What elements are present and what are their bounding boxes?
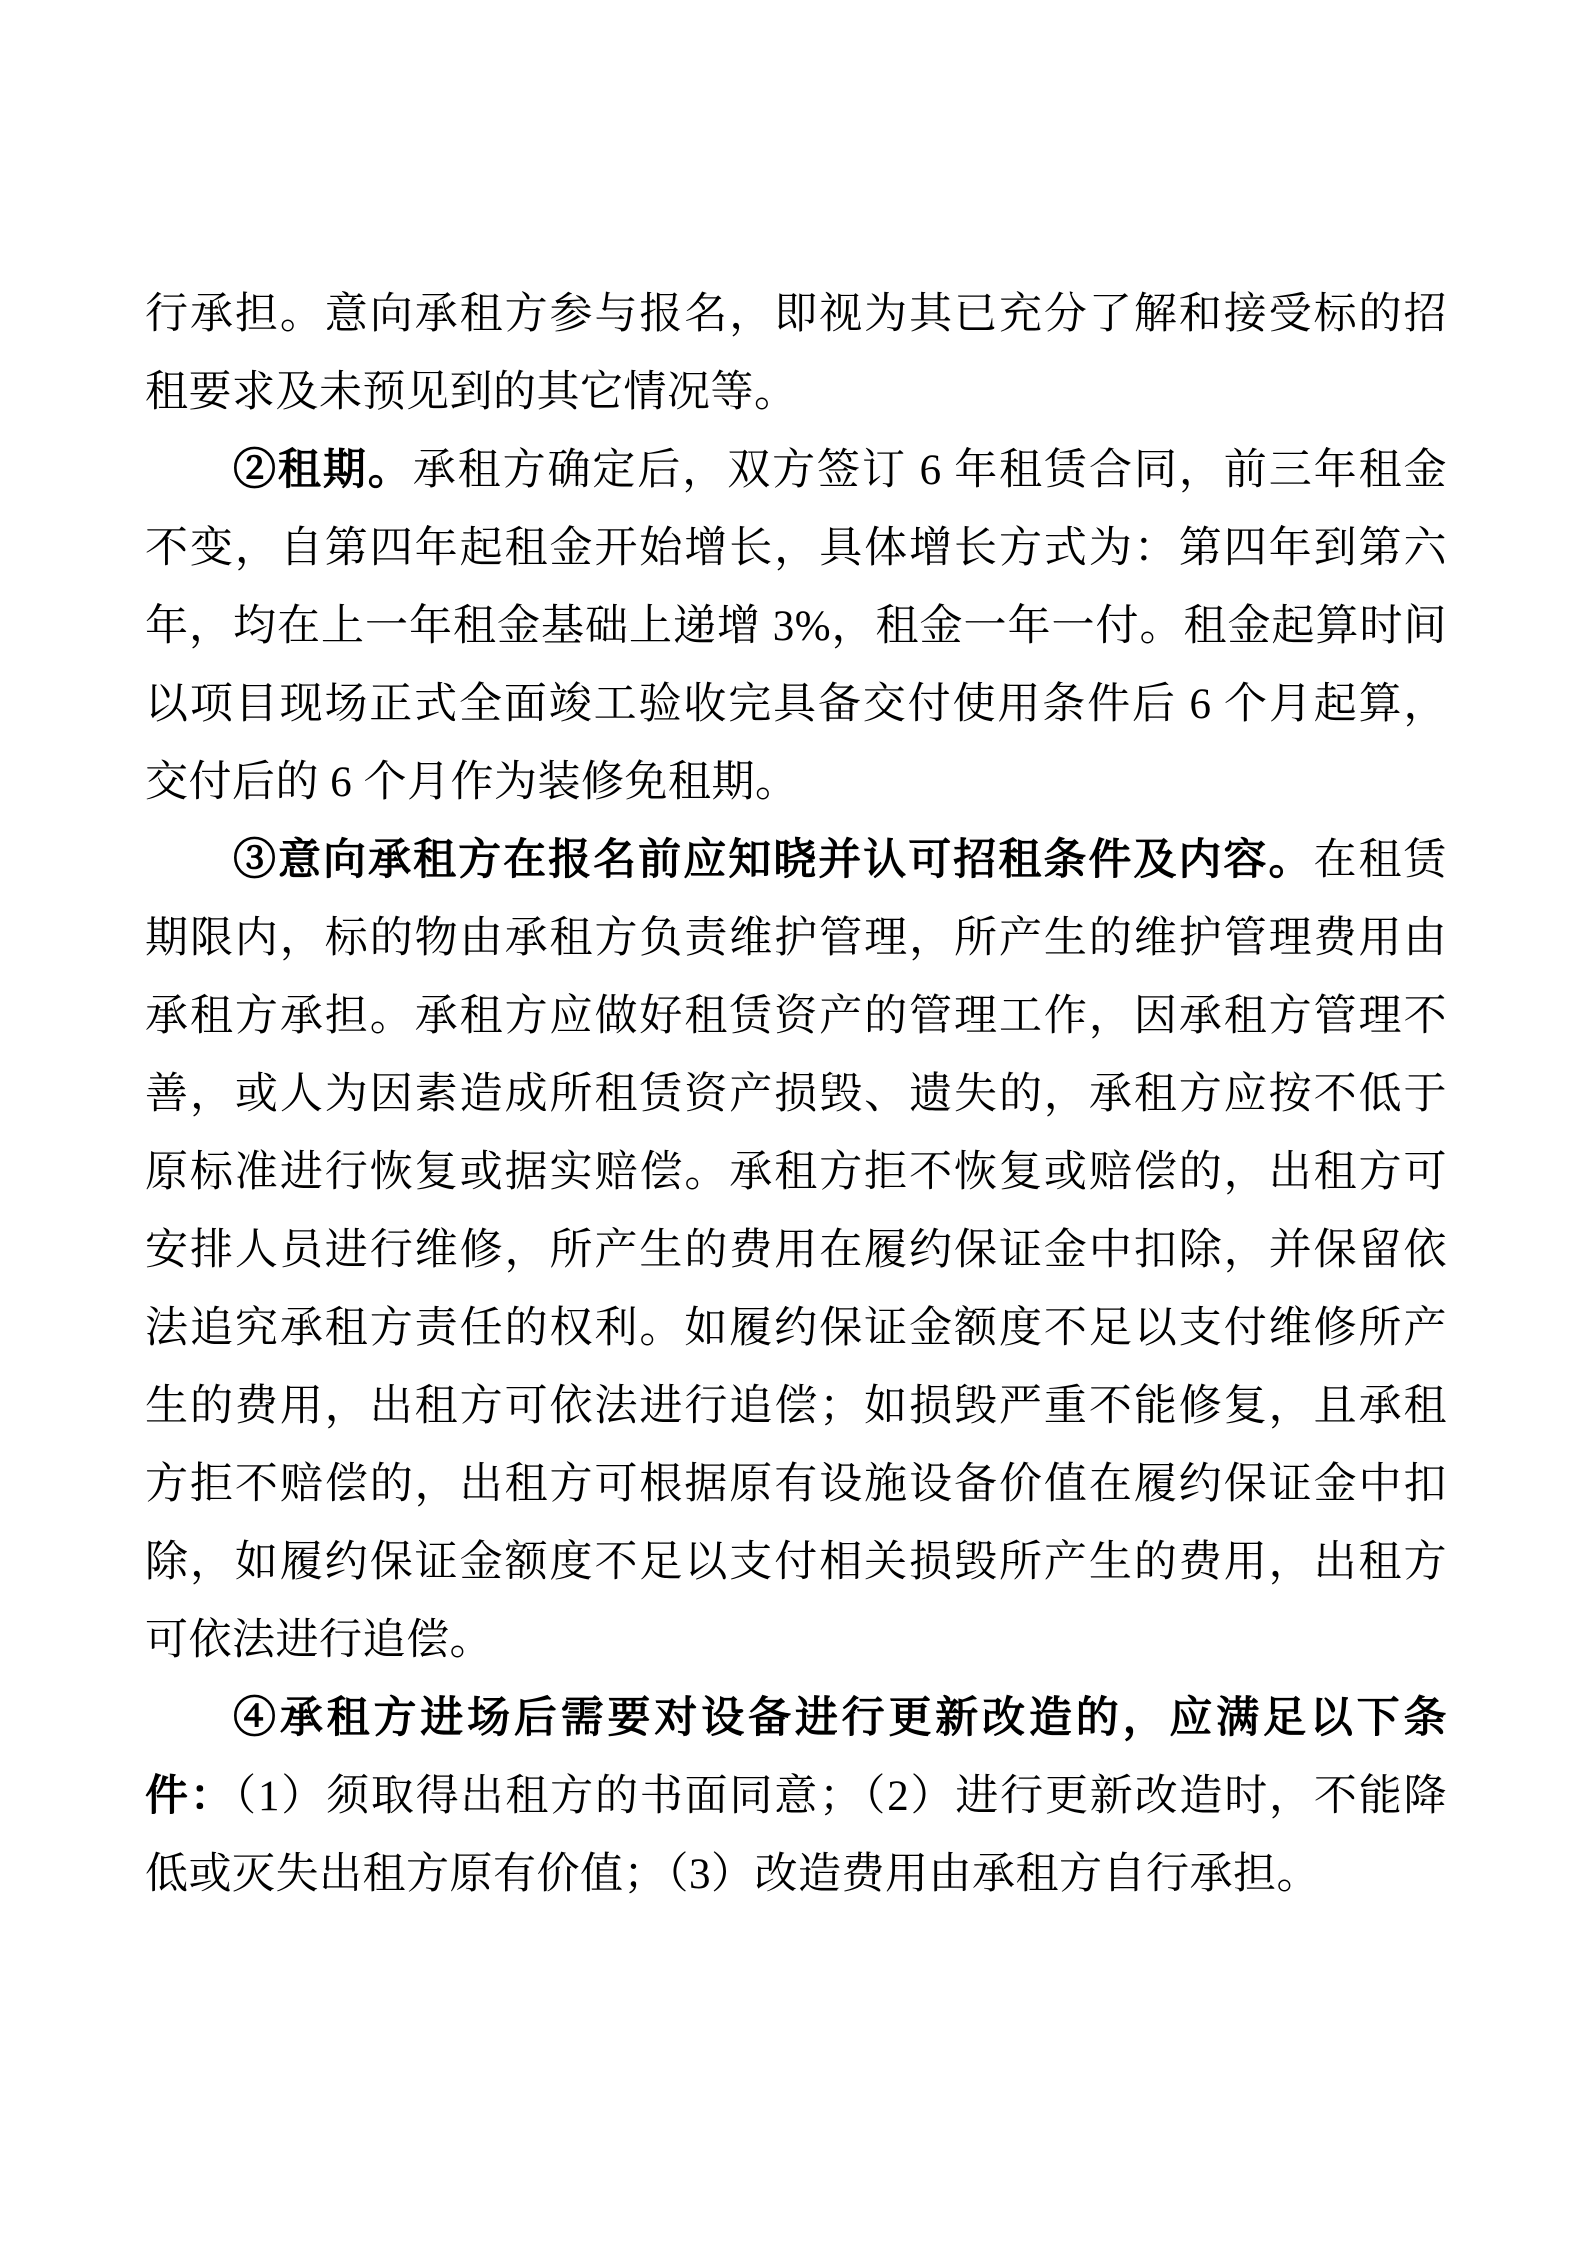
paragraph-text: （1）须取得出租方的书面同意；（2）进行更新改造时，不能降低或灭失出租方原有价值；（3）改造费用由承租方自行承担。 bbox=[145, 1773, 1448, 1898]
paragraph-lead: ②租期。 bbox=[233, 447, 413, 494]
paragraph-text: 行承担。意向承租方参与报名，即视为其已充分了解和接受标的招租要求及未预见到的其它情况等。 bbox=[145, 291, 1447, 416]
paragraph-lease-term bbox=[145, 432, 1447, 822]
paragraph-equipment-renovation bbox=[145, 1680, 1447, 1914]
paragraph-text: 承租方确定后，双方签订 6 年租赁合同，前三年租金不变，自第四年起租金开始增长，具体增长方式为：第四年到第六年，均在上一年租金基础上递增 3%，租金一年一付。租金起算时间以项目现场正式全面竣工验收完具备交付使用条件后 6 个月起算，交付后的 6 个月作为装修免租期。 bbox=[145, 447, 1448, 806]
paragraph-lead: ④承租方进场后需要对设备进行更新改造的，应满足以下条件： bbox=[145, 1695, 1447, 1820]
paragraph-continuation bbox=[145, 276, 1447, 432]
paragraph-tenant-acknowledgement bbox=[145, 822, 1447, 1680]
paragraph-lead: ③意向承租方在报名前应知晓并认可招租条件及内容。 bbox=[233, 837, 1314, 884]
paragraph-text: 在租赁期限内，标的物由承租方负责维护管理，所产生的维护管理费用由承租方承担。承租方应做好租赁资产的管理工作，因承租方管理不善，或人为因素造成所租赁资产损毁、遗失的，承租方应按不低于原标准进行恢复或据实赔偿。承租方拒不恢复或赔偿的，出租方可安排人员进行维修，所产生的费用在履约保证金中扣除，并保留依法追究承租方责任的权利。如履约保证金额度不足以支付维修所产生的费用，出租方可依法进行追偿；如损毁严重不能修复，且承租方拒不赔偿的，出租方可根据原有设施设备价值在履约保证金中扣除，如履约保证金额度不足以支付相关损毁所产生的费用，出租方可依法进行追偿。 bbox=[145, 837, 1448, 1664]
